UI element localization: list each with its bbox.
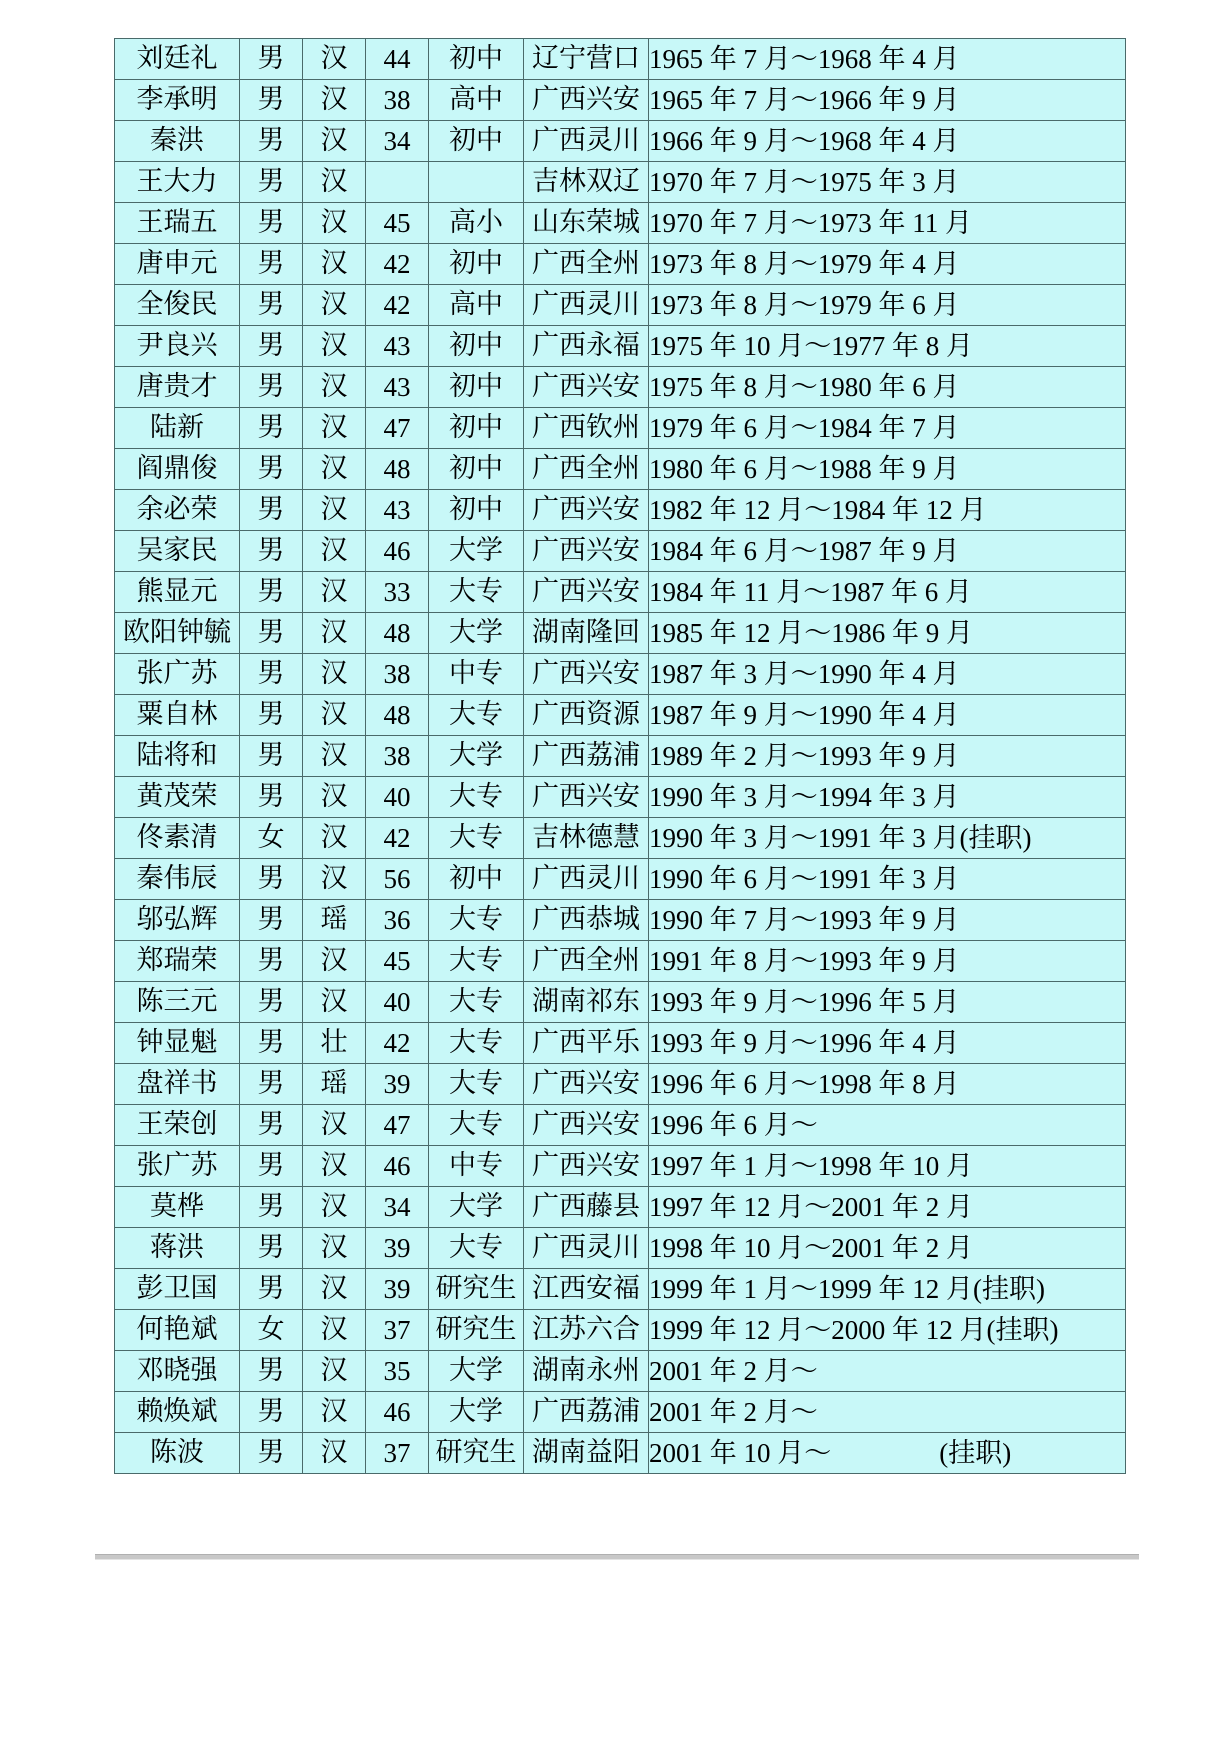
ethnicity-cell: 汉 <box>303 1351 366 1392</box>
sex-cell: 男 <box>240 162 303 203</box>
term-cell: 1982 年 12 月～1984 年 12 月 <box>649 490 1126 531</box>
hometown-cell: 广西全州 <box>524 941 649 982</box>
education-cell: 研究生 <box>429 1433 524 1474</box>
age-cell: 38 <box>366 80 429 121</box>
age-cell: 47 <box>366 1105 429 1146</box>
hometown-cell: 广西兴安 <box>524 490 649 531</box>
sex-cell: 男 <box>240 449 303 490</box>
sex-cell: 男 <box>240 1146 303 1187</box>
table-row <box>115 121 1126 162</box>
education-cell: 大专 <box>429 1064 524 1105</box>
term-cell: 1973 年 8 月～1979 年 6 月 <box>649 285 1126 326</box>
ethnicity-cell: 汉 <box>303 531 366 572</box>
education-cell: 大专 <box>429 818 524 859</box>
sex-cell: 男 <box>240 121 303 162</box>
hometown-cell: 广西兴安 <box>524 654 649 695</box>
education-cell: 研究生 <box>429 1269 524 1310</box>
sex-cell: 男 <box>240 736 303 777</box>
term-cell: 1996 年 6 月～1998 年 8 月 <box>649 1064 1126 1105</box>
age-cell: 39 <box>366 1228 429 1269</box>
table-row <box>115 80 1126 121</box>
term-cell: 1990 年 6 月～1991 年 3 月 <box>649 859 1126 900</box>
hometown-cell: 广西兴安 <box>524 1064 649 1105</box>
age-cell: 39 <box>366 1269 429 1310</box>
sex-cell: 男 <box>240 39 303 80</box>
sex-cell: 女 <box>240 818 303 859</box>
name-cell: 黄茂荣 <box>115 777 240 818</box>
age-cell: 46 <box>366 531 429 572</box>
age-cell: 33 <box>366 572 429 613</box>
age-cell: 40 <box>366 777 429 818</box>
ethnicity-cell: 汉 <box>303 408 366 449</box>
sex-cell: 男 <box>240 941 303 982</box>
sex-cell: 男 <box>240 490 303 531</box>
term-cell: 2001 年 2 月～ <box>649 1392 1126 1433</box>
term-cell: 2001 年 2 月～ <box>649 1351 1126 1392</box>
sex-cell: 男 <box>240 695 303 736</box>
ethnicity-cell: 汉 <box>303 1310 366 1351</box>
table-row <box>115 654 1126 695</box>
name-cell: 唐申元 <box>115 244 240 285</box>
name-cell: 邓晓强 <box>115 1351 240 1392</box>
name-cell: 彭卫国 <box>115 1269 240 1310</box>
age-cell: 45 <box>366 941 429 982</box>
sex-cell: 男 <box>240 1105 303 1146</box>
ethnicity-cell: 汉 <box>303 654 366 695</box>
sex-cell: 男 <box>240 367 303 408</box>
term-cell: 1990 年 3 月～1991 年 3 月(挂职) <box>649 818 1126 859</box>
sex-cell: 男 <box>240 572 303 613</box>
name-cell: 余必荣 <box>115 490 240 531</box>
term-cell: 1993 年 9 月～1996 年 4 月 <box>649 1023 1126 1064</box>
name-cell: 熊显元 <box>115 572 240 613</box>
education-cell: 初中 <box>429 859 524 900</box>
hometown-cell: 吉林德慧 <box>524 818 649 859</box>
term-cell: 1975 年 10 月～1977 年 8 月 <box>649 326 1126 367</box>
table-row <box>115 818 1126 859</box>
term-cell: 1987 年 9 月～1990 年 4 月 <box>649 695 1126 736</box>
hometown-cell: 湖南祁东 <box>524 982 649 1023</box>
term-cell: 1990 年 7 月～1993 年 9 月 <box>649 900 1126 941</box>
age-cell: 37 <box>366 1433 429 1474</box>
table-row <box>115 1105 1126 1146</box>
term-cell: 1984 年 11 月～1987 年 6 月 <box>649 572 1126 613</box>
age-cell <box>366 162 429 203</box>
ethnicity-cell: 汉 <box>303 613 366 654</box>
hometown-cell: 广西藤县 <box>524 1187 649 1228</box>
education-cell: 大专 <box>429 777 524 818</box>
name-cell: 秦洪 <box>115 121 240 162</box>
education-cell: 大专 <box>429 1105 524 1146</box>
hometown-cell: 吉林双辽 <box>524 162 649 203</box>
table-row <box>115 1228 1126 1269</box>
ethnicity-cell: 汉 <box>303 326 366 367</box>
term-cell: 1966 年 9 月～1968 年 4 月 <box>649 121 1126 162</box>
education-cell: 初中 <box>429 121 524 162</box>
education-cell: 大专 <box>429 941 524 982</box>
roster-table <box>114 38 1126 1474</box>
table-row <box>115 1146 1126 1187</box>
name-cell: 全俊民 <box>115 285 240 326</box>
hometown-cell: 广西兴安 <box>524 531 649 572</box>
sex-cell: 男 <box>240 531 303 572</box>
ethnicity-cell: 汉 <box>303 39 366 80</box>
education-cell: 大学 <box>429 531 524 572</box>
table-row <box>115 1392 1126 1433</box>
hometown-cell: 江西安福 <box>524 1269 649 1310</box>
roster-table-body <box>115 39 1126 1474</box>
sex-cell: 男 <box>240 1392 303 1433</box>
education-cell: 大专 <box>429 1228 524 1269</box>
sex-cell: 男 <box>240 1228 303 1269</box>
ethnicity-cell: 汉 <box>303 1105 366 1146</box>
age-cell: 48 <box>366 695 429 736</box>
ethnicity-cell: 汉 <box>303 736 366 777</box>
education-cell: 高小 <box>429 203 524 244</box>
age-cell: 44 <box>366 39 429 80</box>
name-cell: 张广苏 <box>115 654 240 695</box>
sex-cell: 男 <box>240 1187 303 1228</box>
term-cell: 1973 年 8 月～1979 年 4 月 <box>649 244 1126 285</box>
sex-cell: 男 <box>240 777 303 818</box>
name-cell: 陆新 <box>115 408 240 449</box>
table-row <box>115 777 1126 818</box>
table-row <box>115 859 1126 900</box>
sex-cell: 男 <box>240 859 303 900</box>
name-cell: 盘祥书 <box>115 1064 240 1105</box>
sex-cell: 男 <box>240 654 303 695</box>
age-cell: 56 <box>366 859 429 900</box>
name-cell: 王瑞五 <box>115 203 240 244</box>
table-row <box>115 1187 1126 1228</box>
table-row <box>115 285 1126 326</box>
name-cell: 莫桦 <box>115 1187 240 1228</box>
hometown-cell: 广西兴安 <box>524 572 649 613</box>
name-cell: 刘廷礼 <box>115 39 240 80</box>
term-cell: 1979 年 6 月～1984 年 7 月 <box>649 408 1126 449</box>
education-cell: 初中 <box>429 408 524 449</box>
sex-cell: 女 <box>240 1310 303 1351</box>
term-cell: 1975 年 8 月～1980 年 6 月 <box>649 367 1126 408</box>
name-cell: 张广苏 <box>115 1146 240 1187</box>
age-cell: 37 <box>366 1310 429 1351</box>
education-cell: 大专 <box>429 982 524 1023</box>
age-cell: 35 <box>366 1351 429 1392</box>
ethnicity-cell: 汉 <box>303 285 366 326</box>
hometown-cell: 广西灵川 <box>524 121 649 162</box>
term-cell: 1980 年 6 月～1988 年 9 月 <box>649 449 1126 490</box>
education-cell: 高中 <box>429 285 524 326</box>
hometown-cell: 广西兴安 <box>524 1146 649 1187</box>
age-cell: 39 <box>366 1064 429 1105</box>
name-cell: 何艳斌 <box>115 1310 240 1351</box>
table-row <box>115 326 1126 367</box>
hometown-cell: 湖南永州 <box>524 1351 649 1392</box>
name-cell: 陈三元 <box>115 982 240 1023</box>
term-cell: 1984 年 6 月～1987 年 9 月 <box>649 531 1126 572</box>
table-row <box>115 1433 1126 1474</box>
name-cell: 秦伟辰 <box>115 859 240 900</box>
table-row <box>115 736 1126 777</box>
ethnicity-cell: 壮 <box>303 1023 366 1064</box>
table-row <box>115 941 1126 982</box>
table-row <box>115 1023 1126 1064</box>
term-cell: 1987 年 3 月～1990 年 4 月 <box>649 654 1126 695</box>
ethnicity-cell: 汉 <box>303 941 366 982</box>
name-cell: 粟自林 <box>115 695 240 736</box>
ethnicity-cell: 汉 <box>303 1146 366 1187</box>
hometown-cell: 广西兴安 <box>524 1105 649 1146</box>
name-cell: 郑瑞荣 <box>115 941 240 982</box>
name-cell: 邬弘辉 <box>115 900 240 941</box>
table-row <box>115 244 1126 285</box>
name-cell: 李承明 <box>115 80 240 121</box>
term-cell: 1999 年 12 月～2000 年 12 月(挂职) <box>649 1310 1126 1351</box>
education-cell: 大专 <box>429 900 524 941</box>
ethnicity-cell: 汉 <box>303 244 366 285</box>
table-row <box>115 367 1126 408</box>
hometown-cell: 广西灵川 <box>524 285 649 326</box>
hometown-cell: 广西荔浦 <box>524 1392 649 1433</box>
education-cell: 研究生 <box>429 1310 524 1351</box>
term-cell: 1965 年 7 月～1966 年 9 月 <box>649 80 1126 121</box>
age-cell: 46 <box>366 1146 429 1187</box>
name-cell: 王荣创 <box>115 1105 240 1146</box>
sex-cell: 男 <box>240 982 303 1023</box>
ethnicity-cell: 汉 <box>303 1187 366 1228</box>
age-cell: 42 <box>366 285 429 326</box>
table-row <box>115 531 1126 572</box>
sex-cell: 男 <box>240 1433 303 1474</box>
ethnicity-cell: 汉 <box>303 982 366 1023</box>
age-cell: 46 <box>366 1392 429 1433</box>
education-cell: 初中 <box>429 326 524 367</box>
education-cell: 大学 <box>429 1187 524 1228</box>
hometown-cell: 湖南益阳 <box>524 1433 649 1474</box>
ethnicity-cell: 汉 <box>303 1433 366 1474</box>
ethnicity-cell: 汉 <box>303 777 366 818</box>
horizontal-divider <box>95 1554 1139 1560</box>
term-cell: 1989 年 2 月～1993 年 9 月 <box>649 736 1126 777</box>
name-cell: 王大力 <box>115 162 240 203</box>
age-cell: 47 <box>366 408 429 449</box>
age-cell: 43 <box>366 326 429 367</box>
table-row <box>115 162 1126 203</box>
ethnicity-cell: 瑶 <box>303 1064 366 1105</box>
ethnicity-cell: 汉 <box>303 695 366 736</box>
education-cell: 初中 <box>429 367 524 408</box>
ethnicity-cell: 汉 <box>303 367 366 408</box>
age-cell: 42 <box>366 1023 429 1064</box>
term-cell: 1970 年 7 月～1973 年 11 月 <box>649 203 1126 244</box>
hometown-cell: 广西资源 <box>524 695 649 736</box>
sex-cell: 男 <box>240 285 303 326</box>
education-cell: 初中 <box>429 490 524 531</box>
table-row <box>115 1269 1126 1310</box>
education-cell: 大专 <box>429 695 524 736</box>
table-row <box>115 1351 1126 1392</box>
name-cell: 阎鼎俊 <box>115 449 240 490</box>
table-row <box>115 695 1126 736</box>
age-cell: 43 <box>366 490 429 531</box>
sex-cell: 男 <box>240 1023 303 1064</box>
ethnicity-cell: 汉 <box>303 449 366 490</box>
name-cell: 陈波 <box>115 1433 240 1474</box>
age-cell: 48 <box>366 613 429 654</box>
sex-cell: 男 <box>240 326 303 367</box>
age-cell: 45 <box>366 203 429 244</box>
sex-cell: 男 <box>240 80 303 121</box>
age-cell: 36 <box>366 900 429 941</box>
name-cell: 钟显魁 <box>115 1023 240 1064</box>
ethnicity-cell: 汉 <box>303 121 366 162</box>
education-cell: 中专 <box>429 1146 524 1187</box>
age-cell: 48 <box>366 449 429 490</box>
hometown-cell: 湖南隆回 <box>524 613 649 654</box>
table-row <box>115 490 1126 531</box>
ethnicity-cell: 瑶 <box>303 900 366 941</box>
table-row <box>115 39 1126 80</box>
term-cell: 1997 年 12 月～2001 年 2 月 <box>649 1187 1126 1228</box>
table-row <box>115 900 1126 941</box>
name-cell: 唐贵才 <box>115 367 240 408</box>
roster-table-wrapper <box>114 38 1118 1474</box>
sex-cell: 男 <box>240 1351 303 1392</box>
hometown-cell: 广西钦州 <box>524 408 649 449</box>
term-cell: 2001 年 10 月～ (挂职) <box>649 1433 1126 1474</box>
table-row <box>115 982 1126 1023</box>
hometown-cell: 广西灵川 <box>524 1228 649 1269</box>
table-row <box>115 572 1126 613</box>
name-cell: 佟素清 <box>115 818 240 859</box>
sex-cell: 男 <box>240 1269 303 1310</box>
ethnicity-cell: 汉 <box>303 1392 366 1433</box>
hometown-cell: 广西荔浦 <box>524 736 649 777</box>
age-cell: 43 <box>366 367 429 408</box>
name-cell: 欧阳钟毓 <box>115 613 240 654</box>
name-cell: 尹良兴 <box>115 326 240 367</box>
sex-cell: 男 <box>240 1064 303 1105</box>
term-cell: 1965 年 7 月～1968 年 4 月 <box>649 39 1126 80</box>
hometown-cell: 广西兴安 <box>524 80 649 121</box>
ethnicity-cell: 汉 <box>303 859 366 900</box>
hometown-cell: 辽宁营口 <box>524 39 649 80</box>
name-cell: 蒋洪 <box>115 1228 240 1269</box>
education-cell <box>429 162 524 203</box>
age-cell: 34 <box>366 1187 429 1228</box>
term-cell: 1999 年 1 月～1999 年 12 月(挂职) <box>649 1269 1126 1310</box>
term-cell: 1985 年 12 月～1986 年 9 月 <box>649 613 1126 654</box>
table-row <box>115 203 1126 244</box>
education-cell: 大专 <box>429 1023 524 1064</box>
name-cell: 吴家民 <box>115 531 240 572</box>
ethnicity-cell: 汉 <box>303 818 366 859</box>
term-cell: 1997 年 1 月～1998 年 10 月 <box>649 1146 1126 1187</box>
sex-cell: 男 <box>240 244 303 285</box>
hometown-cell: 广西恭城 <box>524 900 649 941</box>
sex-cell: 男 <box>240 408 303 449</box>
education-cell: 中专 <box>429 654 524 695</box>
table-row <box>115 449 1126 490</box>
education-cell: 初中 <box>429 449 524 490</box>
age-cell: 38 <box>366 654 429 695</box>
ethnicity-cell: 汉 <box>303 162 366 203</box>
education-cell: 大专 <box>429 572 524 613</box>
name-cell: 陆将和 <box>115 736 240 777</box>
education-cell: 大学 <box>429 1392 524 1433</box>
term-cell: 1991 年 8 月～1993 年 9 月 <box>649 941 1126 982</box>
term-cell: 1998 年 10 月～2001 年 2 月 <box>649 1228 1126 1269</box>
ethnicity-cell: 汉 <box>303 572 366 613</box>
term-cell: 1996 年 6 月～ <box>649 1105 1126 1146</box>
age-cell: 40 <box>366 982 429 1023</box>
table-row <box>115 1310 1126 1351</box>
hometown-cell: 广西全州 <box>524 449 649 490</box>
name-cell: 赖焕斌 <box>115 1392 240 1433</box>
ethnicity-cell: 汉 <box>303 1269 366 1310</box>
age-cell: 38 <box>366 736 429 777</box>
hometown-cell: 山东荣城 <box>524 203 649 244</box>
hometown-cell: 广西永福 <box>524 326 649 367</box>
ethnicity-cell: 汉 <box>303 490 366 531</box>
hometown-cell: 广西兴安 <box>524 777 649 818</box>
education-cell: 大学 <box>429 1351 524 1392</box>
term-cell: 1990 年 3 月～1994 年 3 月 <box>649 777 1126 818</box>
education-cell: 初中 <box>429 39 524 80</box>
age-cell: 42 <box>366 818 429 859</box>
education-cell: 大学 <box>429 613 524 654</box>
term-cell: 1970 年 7 月～1975 年 3 月 <box>649 162 1126 203</box>
ethnicity-cell: 汉 <box>303 80 366 121</box>
hometown-cell: 广西兴安 <box>524 367 649 408</box>
table-row <box>115 1064 1126 1105</box>
education-cell: 高中 <box>429 80 524 121</box>
sex-cell: 男 <box>240 203 303 244</box>
hometown-cell: 广西灵川 <box>524 859 649 900</box>
ethnicity-cell: 汉 <box>303 203 366 244</box>
education-cell: 初中 <box>429 244 524 285</box>
table-row <box>115 613 1126 654</box>
age-cell: 42 <box>366 244 429 285</box>
table-row <box>115 408 1126 449</box>
age-cell: 34 <box>366 121 429 162</box>
hometown-cell: 江苏六合 <box>524 1310 649 1351</box>
sex-cell: 男 <box>240 900 303 941</box>
education-cell: 大学 <box>429 736 524 777</box>
ethnicity-cell: 汉 <box>303 1228 366 1269</box>
hometown-cell: 广西全州 <box>524 244 649 285</box>
hometown-cell: 广西平乐 <box>524 1023 649 1064</box>
sex-cell: 男 <box>240 613 303 654</box>
term-cell: 1993 年 9 月～1996 年 5 月 <box>649 982 1126 1023</box>
